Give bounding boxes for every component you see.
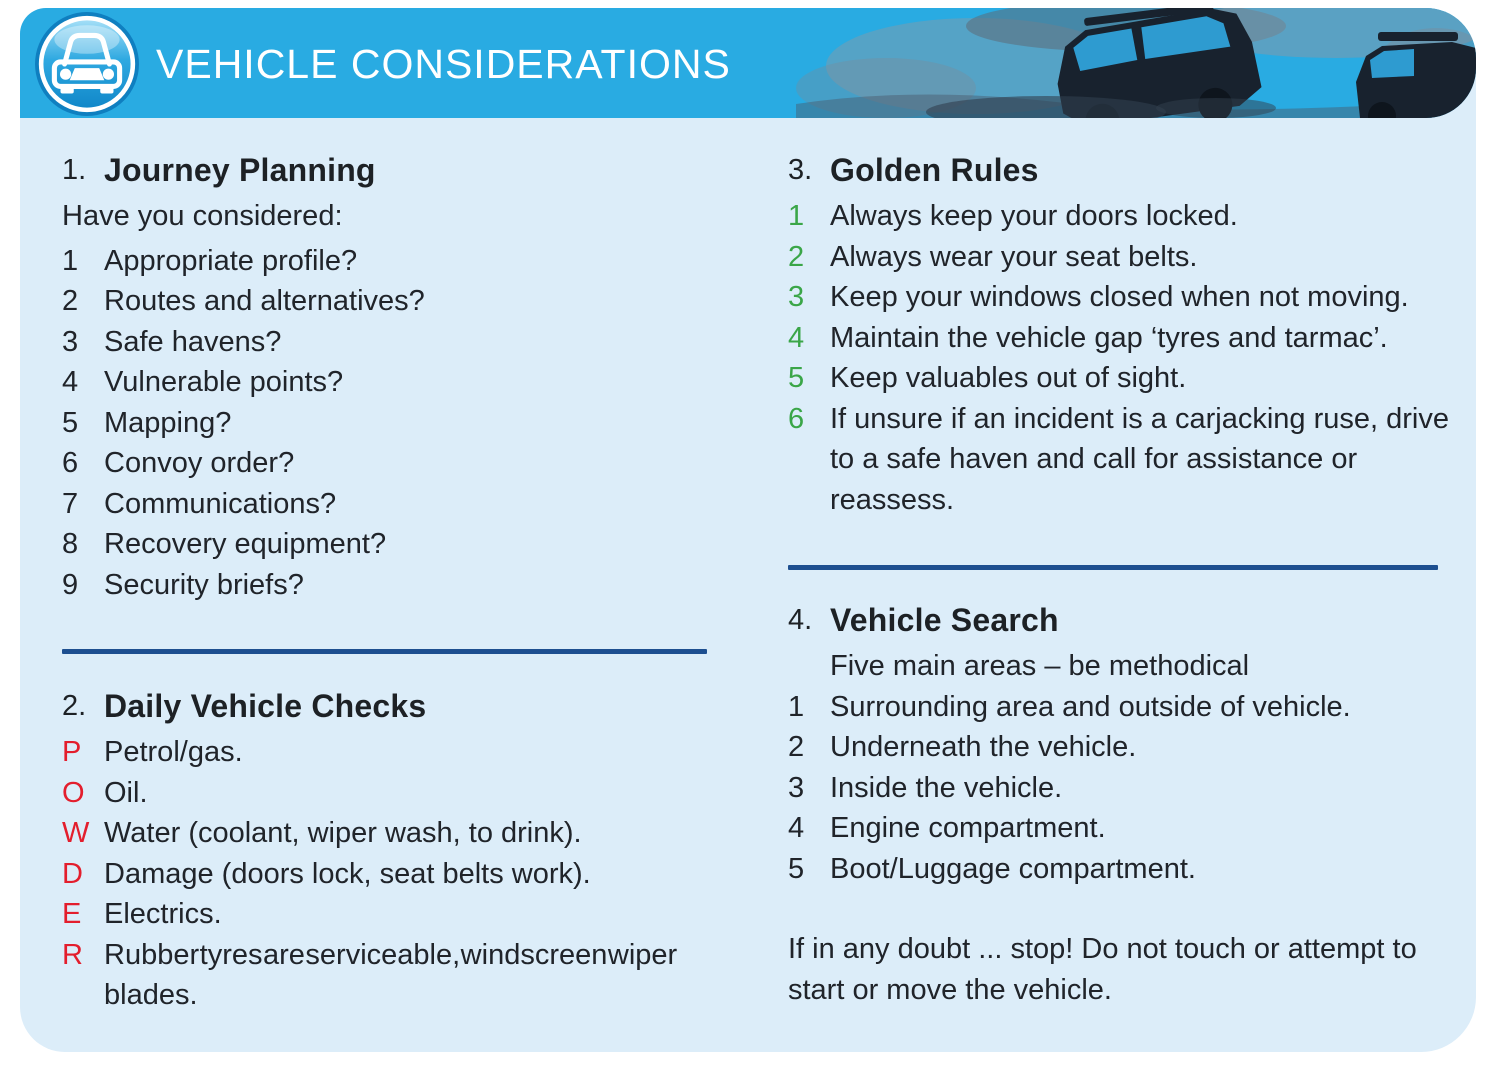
section-divider — [788, 565, 1438, 570]
section-divider — [62, 649, 707, 654]
item-text: Communications? — [104, 487, 337, 520]
list-item — [62, 281, 714, 322]
item-marker: 6 — [62, 447, 79, 479]
list-item — [62, 565, 714, 606]
item-marker: P — [62, 736, 82, 768]
list-item — [788, 318, 1464, 359]
item-text: Always keep your doors locked. — [830, 200, 1238, 232]
item-text: Keep your windows closed when not moving. — [830, 281, 1409, 313]
item-text: Routes and alternatives? — [104, 285, 425, 317]
item-marker: W — [62, 817, 90, 849]
item-marker: 1 — [788, 690, 805, 723]
item-text: Safe havens? — [104, 325, 282, 358]
page-title: VEHICLE CONSIDERATIONS — [156, 41, 731, 87]
list-item — [788, 196, 1464, 237]
item-text: Maintain the vehicle gap ‘tyres and tarmac’. — [830, 321, 1388, 354]
list-item — [788, 808, 1464, 849]
list-item — [62, 524, 714, 565]
item-text: Rubber tyres are serviceable, windscreen wiper blades. — [104, 938, 678, 1011]
item-marker: R — [62, 938, 83, 971]
list-item — [788, 358, 1464, 399]
item-text: Always wear your seat belts. — [830, 240, 1198, 273]
list-item — [62, 443, 714, 484]
section-title: Golden Rules — [830, 152, 1039, 188]
section-intro: Five main areas – be methodical — [830, 650, 1250, 682]
list-item — [788, 399, 1464, 521]
item-text: Water (coolant, wiper wash, to drink). — [104, 817, 582, 849]
list-item — [62, 362, 714, 403]
section-title: Daily Vehicle Checks — [104, 688, 427, 724]
item-marker: 5 — [62, 406, 79, 439]
list-item — [788, 727, 1464, 768]
item-text: Electrics. — [104, 898, 222, 930]
item-marker: 1 — [788, 200, 805, 232]
section-number: 1. — [62, 154, 87, 186]
item-marker: 1 — [62, 244, 79, 277]
list-item — [788, 768, 1464, 809]
list-item — [62, 484, 714, 525]
item-marker: O — [62, 776, 85, 809]
section-number: 4. — [788, 604, 813, 636]
item-text: Vulnerable points? — [104, 366, 344, 398]
offroad-vehicles-image — [796, 8, 1476, 118]
item-text: Inside the vehicle. — [830, 771, 1063, 804]
list-item — [62, 935, 714, 1016]
car-front-icon — [34, 10, 140, 118]
item-text: Damage (doors lock, seat belts work). — [104, 857, 591, 890]
section-heading-golden-rules — [788, 148, 1464, 192]
list-item — [62, 403, 714, 444]
list-item — [62, 894, 714, 935]
section-heading-journey-planning — [62, 148, 714, 192]
list-item — [788, 277, 1464, 318]
item-text: Oil. — [104, 776, 148, 809]
item-marker: 2 — [788, 731, 805, 763]
item-text: Appropriate profile? — [104, 244, 358, 277]
section-title: Vehicle Search — [830, 602, 1059, 638]
item-marker: 6 — [788, 402, 805, 435]
item-marker: 3 — [788, 281, 805, 313]
item-marker: 4 — [788, 321, 805, 354]
item-marker: 4 — [62, 366, 79, 398]
item-text: Keep valuables out of sight. — [830, 362, 1187, 394]
list-item — [62, 241, 714, 282]
left-column — [62, 148, 714, 1016]
item-marker: 9 — [62, 568, 79, 601]
section-heading-daily-vehicle-checks — [62, 684, 714, 728]
section-title: Journey Planning — [104, 152, 376, 188]
item-marker: 5 — [788, 362, 805, 394]
item-marker: 2 — [62, 285, 79, 317]
item-text: Boot/Luggage compartment. — [830, 852, 1196, 885]
item-text: Petrol/gas. — [104, 736, 243, 768]
item-text: Underneath the vehicle. — [830, 731, 1137, 763]
list-item — [788, 849, 1464, 890]
list-item — [62, 322, 714, 363]
item-text: Convoy order? — [104, 447, 295, 479]
item-text: Surrounding area and outside of vehicle. — [830, 690, 1351, 723]
card-header — [20, 8, 1476, 118]
item-marker: 8 — [62, 528, 79, 560]
item-marker: 3 — [788, 771, 805, 804]
item-text: Engine compartment. — [830, 812, 1106, 844]
item-marker: 2 — [788, 240, 805, 273]
list-item — [62, 732, 714, 773]
item-marker: 3 — [62, 325, 79, 358]
section-intro: Have you considered: — [62, 200, 343, 232]
reference-card — [20, 8, 1476, 1052]
item-marker: 4 — [788, 812, 805, 844]
item-text: If unsure if an incident is a carjacking ruse, drive to a safe haven and call for assistance or reassess. — [830, 402, 1449, 516]
item-text: Security briefs? — [104, 568, 304, 601]
item-marker: 7 — [62, 487, 79, 520]
list-item — [62, 773, 714, 814]
item-marker: E — [62, 898, 82, 930]
section-number: 2. — [62, 690, 87, 722]
right-column — [788, 148, 1464, 1039]
list-item — [62, 813, 714, 854]
item-marker: D — [62, 857, 83, 890]
list-item — [62, 854, 714, 895]
item-text: Mapping? — [104, 406, 232, 439]
section-number: 3. — [788, 154, 813, 186]
section-heading-vehicle-search — [788, 598, 1464, 642]
list-item — [788, 687, 1464, 728]
list-item — [788, 237, 1464, 278]
doubt-warning-note: If in any doubt ... stop! Do not touch or attempt to start or move the vehicle. — [788, 933, 1417, 1006]
item-text: Recovery equipment? — [104, 528, 387, 560]
item-marker: 5 — [788, 852, 805, 885]
